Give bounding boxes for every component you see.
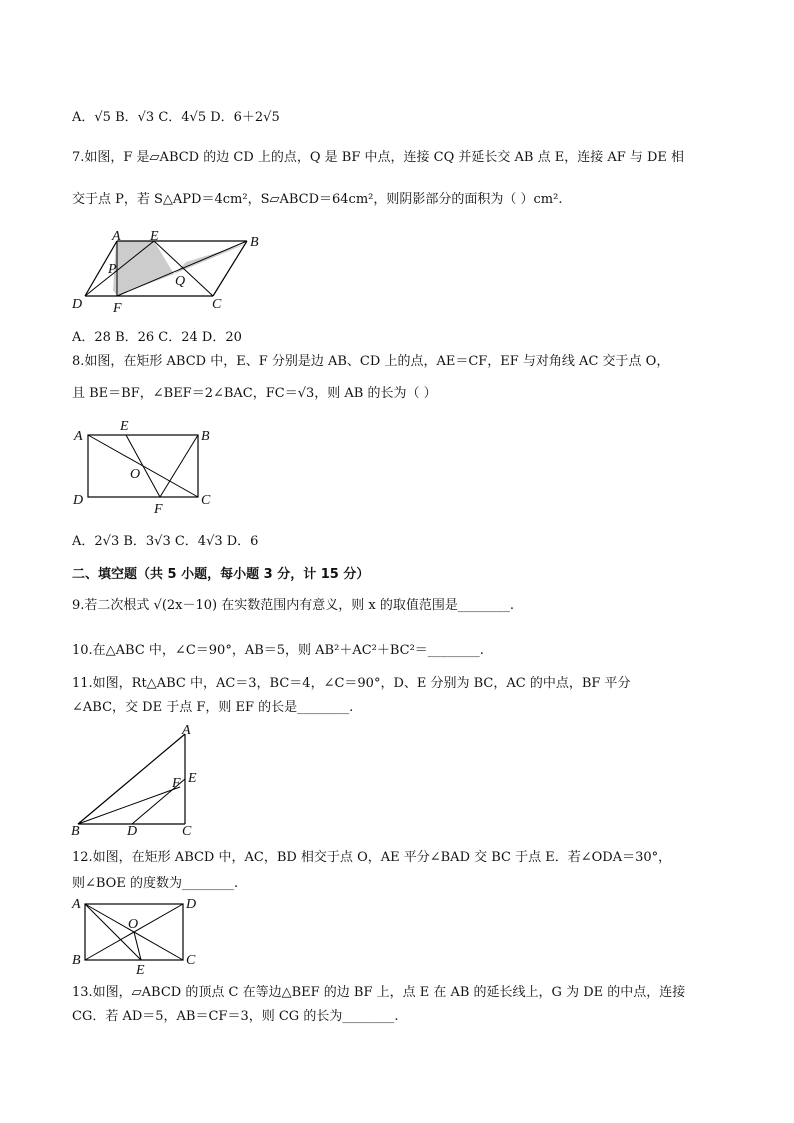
q7-label-F: F: [113, 301, 122, 316]
q11-label-A: A: [182, 724, 191, 738]
q8-label-C: C: [201, 493, 211, 508]
q11-label-D: D: [127, 824, 138, 836]
q8-stem-line1: 8.如图，在矩形 ABCD 中，E、F 分别是边 AB、CD 上的点，AE＝CF，EF 与对角线 AC 交于点 O，: [72, 354, 670, 369]
q13-stem-line1: 13.如图，▱ABCD 的顶点 C 在等边△BEF 的边 BF 上，点 E 在 AB 的延长线上，G 为 DE 的中点，连接: [72, 985, 686, 1000]
q8-options: A．2√3 B．3√3 C．4√3 D．6: [72, 534, 259, 549]
q9-stem: 9.若二次根式 √(2x－10) 在实数范围内有意义，则 x 的取值范围是________.: [72, 598, 514, 613]
q7-label-A: A: [112, 229, 121, 244]
q7-label-B: B: [250, 235, 259, 250]
q12-label-B: B: [72, 953, 81, 968]
q8-rectangle-figure: [70, 416, 220, 516]
q8-label-E: E: [120, 419, 129, 434]
q7-stem-line2: 交于点 P，若 S△APD＝4cm²，S▱ABCD＝64cm²，则阴影部分的面积为（ ）cm².: [72, 192, 563, 207]
q11-stem-line1: 11.如图，Rt△ABC 中，AC＝3，BC＝4，∠C＝90°，D、E 分别为 BC，AC 的中点，BF 平分: [72, 676, 631, 691]
q11-label-F: F: [172, 776, 181, 791]
q11-label-B: B: [71, 824, 80, 836]
q11-triangle-figure: [70, 724, 210, 836]
q7-stem-line1: 7.如图，F 是▱ABCD 的边 CD 上的点，Q 是 BF 中点，连接 CQ 并延长交 AB 点 E，连接 AF 与 DE 相: [72, 150, 685, 165]
q6-options: A．√5 B．√3 C．4√5 D．6＋2√5: [72, 110, 280, 125]
q7-parallelogram-figure: [70, 228, 260, 318]
q12-stem-line1: 12.如图，在矩形 ABCD 中，AC，BD 相交于点 O，AE 平分∠BAD 交 BC 于点 E．若∠ODA＝30°，: [72, 850, 672, 865]
q7-label-E: E: [150, 229, 159, 244]
q7-label-P: P: [108, 262, 117, 277]
q8-label-O: O: [130, 467, 141, 482]
q12-label-E: E: [136, 963, 145, 978]
q11-stem-line2: ∠ABC，交 DE 于点 F，则 EF 的长是________.: [72, 700, 354, 715]
q8-label-F: F: [154, 502, 163, 516]
q8-stem-line2: 且 BE＝BF，∠BEF＝2∠BAC，FC＝√3，则 AB 的长为（ ）: [72, 386, 437, 401]
section2-heading: 二、填空题（共 5 小题，每小题 3 分，计 15 分）: [72, 567, 370, 582]
q13-stem-line2: CG．若 AD＝5，AB＝CF＝3，则 CG 的长为________.: [72, 1009, 399, 1024]
q10-stem: 10.在△ABC 中，∠C＝90°，AB＝5，则 AB²＋AC²＋BC²＝________.: [72, 643, 484, 658]
q11-label-C: C: [182, 824, 192, 836]
q7-label-Q: Q: [175, 274, 186, 289]
q12-label-A: A: [72, 897, 81, 912]
q8-label-A: A: [74, 429, 83, 444]
q7-label-C: C: [212, 297, 222, 312]
q12-label-O: O: [128, 917, 139, 932]
q8-label-D: D: [73, 493, 84, 508]
q7-options: A．28 B．26 C．24 D．20: [72, 330, 242, 345]
q11-label-E: E: [188, 771, 197, 786]
q8-label-B: B: [201, 429, 210, 444]
q12-stem-line2: 则∠BOE 的度数为________.: [72, 876, 239, 891]
q12-rectangle-figure: [70, 894, 210, 980]
q7-label-D: D: [72, 297, 83, 312]
q12-label-C: C: [186, 953, 196, 968]
q12-label-D: D: [186, 897, 197, 912]
